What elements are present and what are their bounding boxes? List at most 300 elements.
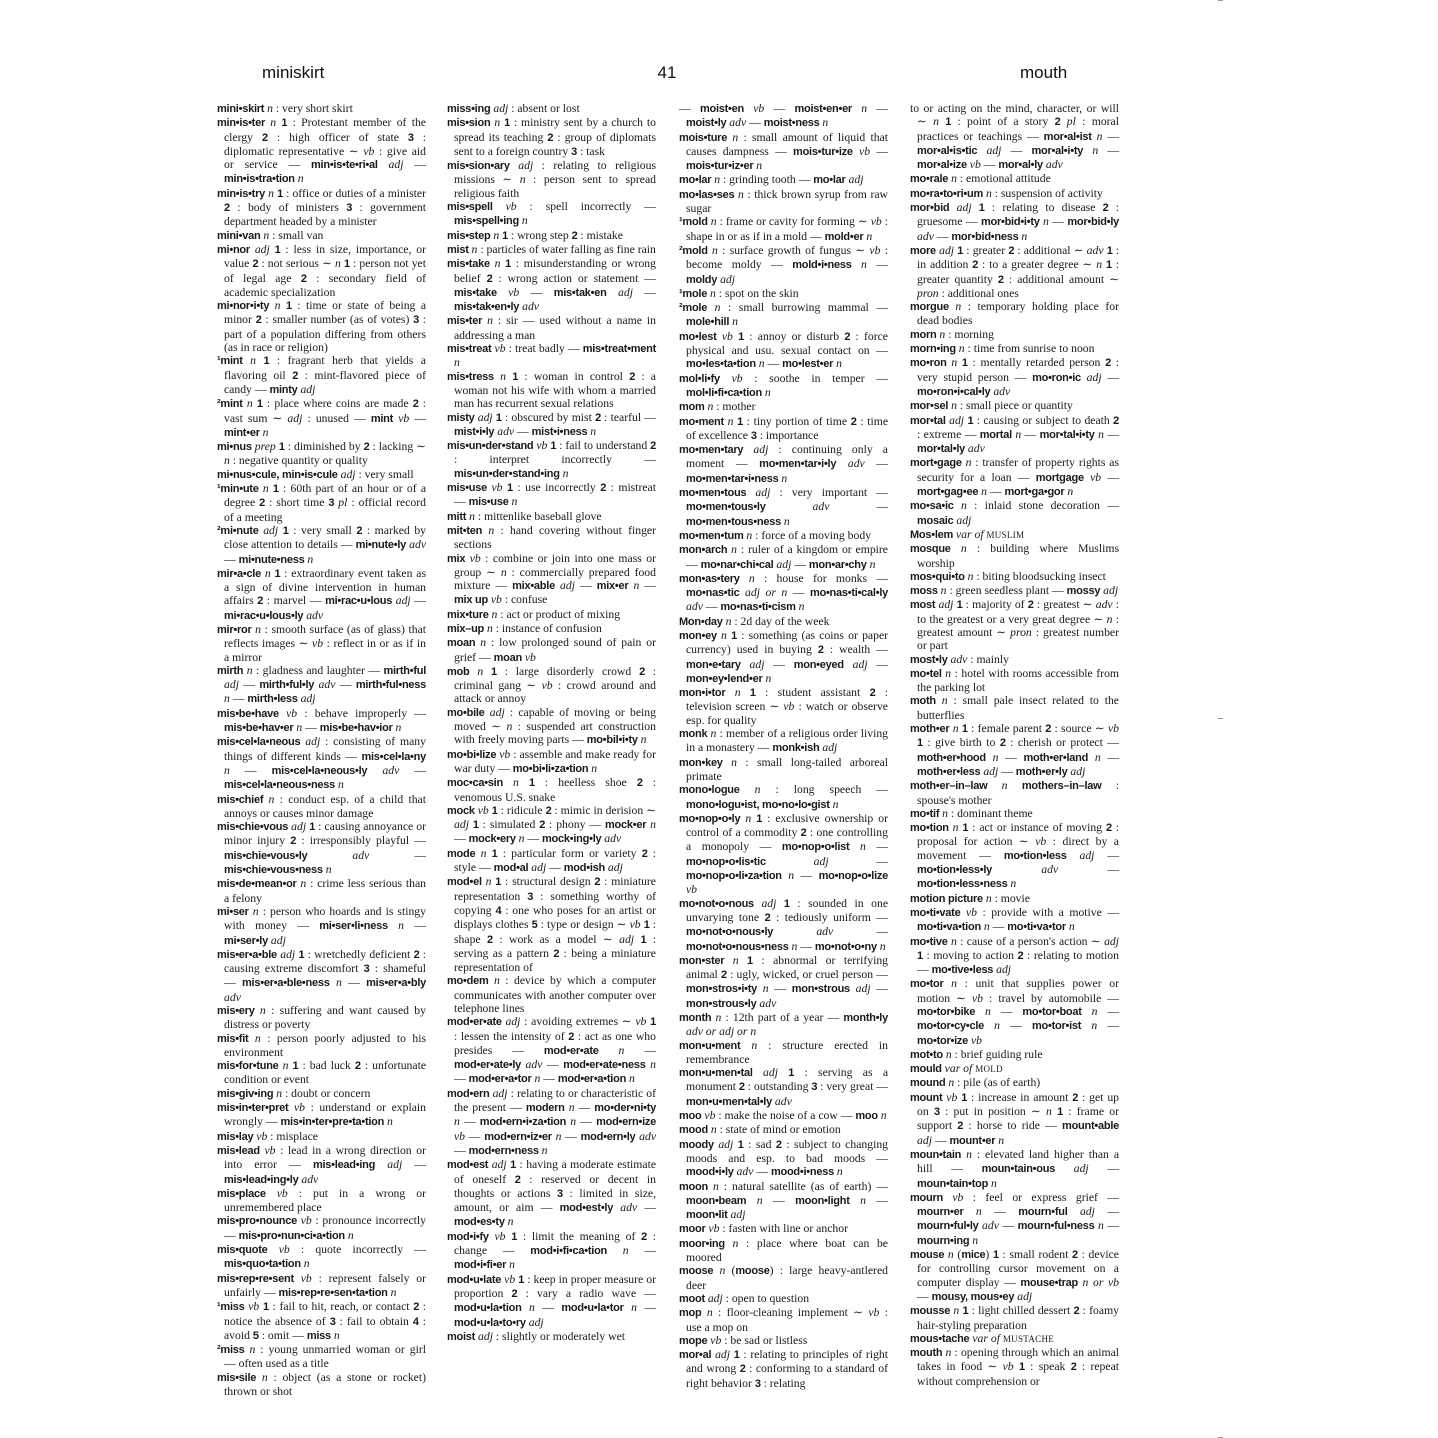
part-of-speech: n [798, 600, 805, 614]
dictionary-entry: mini•skirt n : very short skirt [217, 102, 353, 115]
headword: mod•est•ly [559, 1202, 614, 1215]
headword: mod•ern [447, 1087, 490, 1100]
sense-number: 1 [1106, 244, 1113, 257]
part-of-speech: n [307, 552, 314, 566]
dictionary-entry: mis•fit n : person poorly adjusted to his environment [217, 1031, 427, 1059]
dictionary-entry: mono•logue n : long speech — mono•logu•ist, mo•no•lo•gist n [679, 783, 889, 811]
headword: moot [679, 1292, 705, 1305]
sense-number: 1 [472, 819, 479, 832]
part-of-speech: n [485, 875, 492, 889]
part-of-speech: adj [305, 735, 321, 749]
headword: mope [679, 1334, 708, 1347]
headword: mo•ti•vate [910, 906, 961, 919]
dictionary-entry: mir•ror n : smooth surface (as of glass) that reflects images ∼ vb : reflect in or as if in a mirror [217, 622, 427, 664]
sense-number: 1 [511, 1230, 518, 1243]
dictionary-entry: mis•be•have vb : behave improperly — mis•be•hav•er n — mis•be•hav•ior n [217, 706, 426, 735]
headword: mo•der•ni•ty [594, 1102, 657, 1115]
part-of-speech: vb [536, 439, 548, 453]
headword: mis•er•a•bly [366, 977, 427, 990]
headword: mo•nas•ti•cism [720, 601, 796, 614]
dictionary-entry: mist n : particles of water falling as fine rain [447, 242, 656, 256]
dictionary-entry: mis•de•mean•or n : crime less serious than a felony [217, 877, 426, 905]
headword: mi•nute•ly [355, 539, 407, 552]
dictionary-entry: moot adj : open to question [679, 1291, 810, 1305]
part-of-speech: vb [264, 1143, 276, 1157]
sense-number: 1 [272, 483, 279, 496]
headword: mis•un•der•stand•ing [454, 467, 560, 480]
headword: moc•ca•sin [447, 777, 503, 790]
headword: mot•to [910, 1048, 943, 1061]
part-of-speech: adj [300, 692, 316, 706]
headword: mis•lay [217, 1130, 254, 1143]
dictionary-entry: ²mi•nute adj 1 : very small 2 : marked by close attention to details — mi•nute•ly adv — mi•nute•ness n [217, 523, 427, 566]
dictionary-entry: mis•giv•ing n : doubt or concern [217, 1086, 371, 1100]
headword: morn [910, 328, 937, 341]
sense-number: 1 [917, 737, 923, 750]
label: or [736, 1025, 748, 1039]
sense-number: 2 [290, 835, 297, 848]
dictionary-entry [910, 528, 1119, 542]
headword: moldy [686, 273, 718, 286]
headword: mo•tel [910, 667, 942, 680]
headword: mor•bid•i•ty [980, 216, 1040, 229]
headword: ²mint [217, 398, 243, 411]
headword: mock•er [604, 819, 647, 832]
headword: moor [679, 1223, 706, 1236]
headword: moon•light [795, 1194, 850, 1207]
sense-number: 1 [256, 398, 263, 411]
headword: mo•nop•o•lize [818, 870, 888, 883]
part-of-speech: adj [715, 1348, 730, 1362]
headword: mo•ra•to•ri•um [910, 187, 984, 200]
sense-number: 2 [844, 330, 851, 343]
headword: mod•es•ty [454, 1216, 505, 1229]
part-of-speech: pron [1010, 625, 1032, 639]
headword: mis•use [447, 482, 488, 495]
dictionary-entry: mor•sel n : small piece or quantity [910, 399, 1073, 413]
headword: mon•eyed [793, 658, 844, 671]
headword: moss [910, 585, 938, 598]
dictionary-entry: mo•tel n : hotel with rooms accessible from the parking lot [910, 666, 1119, 695]
headword: mis•pro•nounce [217, 1215, 297, 1228]
headword: mo•les•ta•tion [686, 358, 756, 371]
part-of-speech: n [1097, 1219, 1104, 1233]
headword: mor•al•ist [1043, 130, 1092, 143]
dictionary-entry: mo•lar n : grinding tooth — mo•lar adj [679, 173, 864, 187]
headword: mon•e•tary [686, 658, 741, 671]
headword: mod•al [493, 862, 529, 875]
dictionary-entry: mi•ser n : person who hoards and is stingy with money — mi•ser•li•ness n — mi•ser•ly adj [217, 904, 427, 947]
part-of-speech: adv [1086, 243, 1104, 257]
part-of-speech: adj [822, 741, 838, 755]
headword: moun•tain [910, 1148, 962, 1161]
sense-number: 1 [956, 599, 963, 612]
sense-number: 2 [738, 1081, 745, 1094]
headword: mosaic [917, 514, 954, 527]
headword: mirth•ful [383, 664, 427, 677]
headword: mi•nor [217, 243, 250, 256]
dictionary-entry: mount vb 1 : increase in amount 2 : get up on 3 : put in position ∼ n 1 : frame or support 2 : horse to ride — mount•able adj — mount•er n [910, 1090, 1120, 1147]
part-of-speech: adv [497, 424, 515, 438]
part-of-speech: adv [993, 384, 1011, 398]
sense-number: 2 [1073, 1305, 1080, 1318]
part-of-speech: adj [852, 657, 868, 671]
sense-number: 1 [961, 357, 968, 370]
dictionary-entry: more adj 1 : greater 2 : additional ∼ adv 1 : in addition 2 : to a greater degree ∼ n 1 : greater quantity 2 : additional amount ∼ pron : additional ones [910, 243, 1120, 300]
part-of-speech: n [940, 584, 947, 598]
part-of-speech: vb [965, 905, 977, 919]
sense-number: 1 [505, 258, 512, 271]
headword: mix•er [596, 580, 629, 593]
part-of-speech: adj [387, 1158, 403, 1172]
dictionary-entry: mis•use vb 1 : use incorrectly 2 : mistreat — mis•use n [447, 481, 656, 509]
headword: modern [525, 1102, 565, 1115]
dictionary-entry: mope vb : be sad or listless [679, 1333, 808, 1347]
sense-number: 3 [571, 145, 578, 158]
part-of-speech: n [758, 357, 765, 371]
headword: mo•bi•li•za•tion [512, 762, 589, 775]
part-of-speech: adj [1103, 584, 1119, 598]
part-of-speech: vb [293, 1101, 306, 1115]
dictionary-entry: mob n 1 : large disorderly crowd 2 : criminal gang ∼ vb : crowd around and attack or annoy [447, 664, 657, 706]
dictionary-entry: mis•sion n 1 : ministry sent by a church to spread its teaching 2 : group of diplomats sent to a foreign country 3 : task [447, 116, 657, 158]
sense-number: 2 [1017, 949, 1024, 962]
headword: moth•er•less [917, 765, 981, 778]
headword: mood•i•ness [770, 1166, 834, 1179]
sense-number: 5 [252, 1329, 259, 1342]
part-of-speech: adj [1070, 764, 1086, 778]
headword: mo•men•tum [679, 529, 744, 542]
headword: Mon•day [679, 615, 723, 628]
dictionary-entry: most•ly adv : mainly [910, 652, 1009, 666]
headword: mo•tor•ist [1031, 1020, 1082, 1033]
cross-reference: MOLD [975, 1064, 1003, 1075]
sense-number: 1 [737, 415, 743, 428]
dictionary-entry: mon•ster n 1 : abnormal or terrifying animal 2 : ugly, wicked, or cruel person — mon•stros•i•ty n — mon•strous adj — mon•strous•ly adv [679, 953, 889, 1010]
sense-number: 1 [731, 629, 737, 642]
part-of-speech: n [1010, 877, 1017, 891]
headword: moody [679, 1138, 714, 1151]
sense-number: 3 [933, 1106, 940, 1119]
part-of-speech: n [509, 1258, 515, 1272]
headword: mom [679, 401, 705, 414]
part-of-speech: adj [720, 272, 736, 286]
dictionary-entry: mod•u•late vb 1 : keep in proper measure or proportion 2 : vary a radio wave — mod•u•la•tion n — mod•u•la•tor n — mod•u•la•to•ry adj [447, 1272, 657, 1329]
guide-word-first: miniskirt [262, 63, 325, 82]
headword: month [679, 1012, 712, 1024]
dictionary-entry: mo•ron n 1 : mentally retarded person 2 : very stupid person — mo•ron•ic adj — mo•ron•i•cal•ly adv [910, 356, 1120, 398]
dictionary-entry: mod•er•ate adj : avoiding extremes ∼ vb 1 : lessen the intensity of 2 : act as one who presides — mod•er•ate n — mod•er•ate•ly adv — mod•er•ate•ness n — mod•er•a•tor n — mod•er•a•tion n [447, 1015, 657, 1086]
dictionary-entry: mir•a•cle n 1 : extraordinary event taken as a sign of divine intervention in human affairs 2 : marvel — mi•rac•u•lous adj — mi•rac•u•lous•ly adv [217, 566, 427, 622]
dictionary-entry: mis•quote vb : quote incorrectly — mis•quo•ta•tion n [217, 1243, 426, 1271]
headword: mix•ture [447, 608, 489, 621]
headword: mor•bid [910, 202, 950, 215]
part-of-speech: vb [278, 1243, 290, 1257]
dictionary-entry: mon•u•ment n : structure erected in remembrance [679, 1038, 888, 1066]
part-of-speech: n [261, 1370, 268, 1384]
headword: mis•tak•en [553, 286, 607, 299]
part-of-speech: vb [300, 1214, 312, 1228]
headword: mould [910, 1063, 942, 1076]
part-of-speech: n [965, 456, 972, 470]
headword: mi•nute•ness [238, 553, 305, 566]
dictionary-entry: mis•ery n : suffering and want caused by distress or poverty [217, 1004, 426, 1032]
part-of-speech: adj [956, 201, 972, 215]
part-of-speech: vb [870, 215, 882, 229]
headword: mon•u•men•tal•ly [686, 1095, 772, 1108]
dictionary-entry: mo•not•o•nous adj 1 : sounded in one unvarying tone 2 : tediously uniform — mo•not•o•nous•ly adv — mo•not•o•nous•ness n — mo•not•o•ny n [679, 896, 889, 953]
part-of-speech: n [710, 215, 717, 229]
part-of-speech: adv [306, 608, 324, 622]
headword: most [910, 599, 936, 612]
part-of-speech: vb [969, 158, 981, 172]
part-of-speech: adj [560, 579, 575, 593]
part-of-speech: vb [635, 1015, 647, 1029]
headword: mo•bi•lize [447, 748, 497, 761]
part-of-speech: vb [721, 329, 733, 343]
part-of-speech: n [725, 614, 732, 628]
part-of-speech: n [975, 1205, 982, 1219]
headword: mortal [979, 428, 1012, 441]
sense-number: 1 [961, 1091, 968, 1104]
headword: mo•bile [447, 706, 485, 719]
dictionary-entry: mo•tive n : cause of a person's action ∼ adj 1 : moving to action 2 : relating to motion — mo•tive•less adj [910, 934, 1119, 977]
headword: mis•rep•re•sen•ta•tion [278, 1286, 388, 1299]
part-of-speech: vb [1107, 1275, 1120, 1289]
part-of-speech: n [335, 257, 341, 271]
part-of-speech: n [836, 357, 842, 371]
dictionary-entry: moth•er–in–law n mothers–in–law : spouse's mother [910, 779, 1119, 807]
guide-word-last: mouth [1020, 63, 1068, 82]
part-of-speech: prep [254, 440, 276, 454]
headword: mis•treat•ment [582, 343, 656, 356]
headword: mo•men•tous [679, 487, 747, 500]
headword: mis•in•ter•pre•ta•tion [280, 1116, 385, 1129]
dictionary-entry: Mon•day n : 2d day of the week [679, 614, 830, 628]
part-of-speech: vb [469, 551, 481, 565]
part-of-speech: n [948, 1076, 955, 1090]
part-of-speech: adj [1079, 1205, 1095, 1219]
dictionary-entry: mis•lead vb : lead in a wrong direction or into error — mis•lead•ing adj — mis•lead•ing•ly adv [217, 1143, 426, 1186]
dictionary-entry: mor•al adj 1 : relating to principles of right and wrong 2 : conforming to a standard of right behavior 3 : relating [679, 1348, 889, 1390]
part-of-speech: vb [286, 706, 298, 720]
part-of-speech: vb [1035, 835, 1047, 849]
part-of-speech: vb [1108, 722, 1120, 736]
part-of-speech: adj [505, 1015, 521, 1029]
part-of-speech: adv [816, 925, 834, 939]
headword: mod•u•la•tion [454, 1302, 522, 1315]
part-of-speech: n [869, 557, 876, 571]
part-of-speech: vb [499, 747, 511, 761]
part-of-speech: vb [541, 679, 553, 693]
headword: mis•sion [447, 117, 491, 130]
dictionary-entry: ¹mole n : spot on the skin [679, 286, 799, 300]
headword: monk [679, 728, 708, 741]
sense-number: 1 [285, 300, 292, 313]
sense-number: 1 [491, 847, 498, 860]
headword: mo•not•o•nous•ness [686, 940, 789, 953]
part-of-speech: n [506, 720, 513, 734]
sense-number: 2 [252, 258, 259, 271]
headword: mon•ey [679, 629, 717, 642]
part-of-speech: n [555, 1129, 562, 1143]
headword: mint•er [224, 426, 260, 439]
sense-number: 2 [1113, 414, 1120, 427]
part-of-speech: n [942, 806, 948, 820]
headword: mi•rac•u•lous•ly [224, 609, 304, 622]
part-of-speech: n [254, 1031, 261, 1045]
label: or [705, 1025, 717, 1039]
part-of-speech: vb [477, 803, 489, 817]
part-of-speech: n [960, 499, 967, 513]
headword: mis•use [468, 496, 509, 509]
part-of-speech: n [454, 356, 460, 370]
headword: mo•tive [910, 935, 948, 948]
headword: mous•tache [910, 1332, 970, 1345]
sense-number: 2 [800, 827, 807, 840]
part-of-speech: vb [708, 1222, 720, 1236]
part-of-speech: adj [730, 1208, 746, 1222]
headword: moan [447, 637, 476, 650]
headword: mi•ser [217, 905, 249, 918]
sense-number: 1 [512, 370, 519, 383]
part-of-speech: n [721, 628, 727, 642]
part-of-speech: vb [629, 918, 641, 932]
part-of-speech: n [494, 257, 501, 271]
headword: moo [679, 1110, 702, 1123]
headword: mois•ture [679, 131, 728, 144]
headword: mis•place [217, 1187, 266, 1200]
headword: moist•en [699, 103, 744, 115]
headword: mod•ern•iz•er [484, 1130, 552, 1143]
dictionary-entry: mis•chie•vous adj 1 : causing annoyance or minor injury 2 : irresponsibly playful — mis•chie•vous•ly adv — mis•chie•vous•ness n [217, 820, 427, 877]
sense-number: 2 [257, 595, 264, 608]
part-of-speech: n [951, 172, 957, 186]
headword: Mos•lem [910, 528, 954, 541]
headword: mor•bid•ness [951, 230, 1019, 243]
headword: mo•not•o•ny [814, 940, 877, 953]
part-of-speech: vb [494, 1229, 506, 1243]
column-3 [679, 102, 888, 1391]
part-of-speech: n [712, 243, 718, 257]
sense-number: 1 [643, 919, 650, 932]
part-of-speech: n [628, 1072, 635, 1086]
headword: mis•chie•vous [217, 821, 289, 834]
part-of-speech: n [650, 818, 657, 832]
part-of-speech: n [748, 571, 755, 585]
part-of-speech: adj [270, 933, 286, 947]
sense-number: 3 [750, 429, 757, 442]
sense-number: 2 [957, 1120, 964, 1133]
dictionary-entry: mo•men•tum n : force of a moving body [679, 528, 872, 542]
headword: mon•ey•lend•er [686, 672, 763, 685]
dictionary-entry: mom n : mother [679, 400, 756, 414]
headword: mock•ing•ly [542, 833, 602, 846]
headword: mor•al•is•tic [917, 144, 978, 157]
part-of-speech: n [488, 523, 495, 537]
headword: mod•ish [563, 862, 605, 875]
dictionary-entry: morn n : morning [910, 327, 994, 341]
headword: mo•tor•cy•cle [917, 1020, 984, 1033]
headword: mourn•ing [917, 1234, 970, 1247]
dictionary-entry: to or acting on the mind, character, or will ∼ n 1 : point of a story 2 pl : moral practices or teachings — mor•al•ist n — mor•al•is•tic adj — mor•al•i•ty n — mor•al•ize vb — mor•al•ly adv [910, 102, 1120, 172]
sense-number: 2 [487, 933, 493, 946]
part-of-speech: adj [492, 1086, 508, 1100]
headword: motion picture [910, 892, 983, 905]
part-of-speech: n [750, 1025, 757, 1039]
part-of-speech: n [268, 792, 275, 806]
headword: mood•i•ly [686, 1166, 734, 1179]
part-of-speech: n [325, 863, 332, 877]
part-of-speech: n [246, 397, 253, 411]
headword: mis•de•mean•or [217, 878, 297, 891]
part-of-speech: n [734, 686, 741, 700]
part-of-speech: n [268, 186, 274, 200]
headword: mir•a•cle [217, 567, 261, 580]
dictionary-entry: mis•sile n : object (as a stone or rocket) thrown or shot [217, 1370, 426, 1399]
sense-number: 1 [518, 1273, 525, 1286]
part-of-speech: vb [971, 991, 984, 1005]
part-of-speech: n [1091, 1019, 1098, 1033]
part-of-speech: n [945, 1047, 952, 1061]
headword: mirth•less [247, 693, 298, 706]
headword: most•ly [910, 653, 948, 666]
dictionary-entry: mis•ter n : sir — used without a name in addressing a man [447, 314, 656, 342]
part-of-speech: n [224, 763, 230, 777]
part-of-speech: n [250, 354, 256, 368]
dictionary-entry: mound n : pile (as of earth) [910, 1076, 1041, 1090]
dictionary-entry: mo•sa•ic n : inlaid stone decoration — mosaic adj [910, 499, 1120, 527]
part-of-speech: n [706, 1306, 713, 1320]
part-of-speech: n [955, 300, 962, 314]
sense-number: 2 [514, 1173, 521, 1186]
headword: mist•i•ly [454, 425, 495, 438]
part-of-speech: n [469, 509, 475, 523]
part-of-speech: n [500, 369, 506, 383]
headword: mi•ser•ly [224, 934, 268, 947]
dictionary-entry: mix vb : combine or join into one mass or group ∼ n : commercially prepared food mixture — mix•able adj — mix•er n — mix up vb : confuse [447, 551, 657, 607]
label: var of [972, 1331, 1000, 1345]
part-of-speech: vb [731, 371, 743, 385]
part-of-speech: vb [504, 1272, 516, 1286]
part-of-speech: pl [1066, 115, 1076, 129]
sense-number: 2 [972, 259, 979, 272]
dictionary-entry: mix•ture n : act or product of mixing [447, 607, 621, 621]
headword: ²mi•nute [217, 524, 259, 537]
dictionary-entry: mouse n (mice) 1 : small rodent 2 : device for controlling cursor movement on a computer display — mouse•trap n or vb — mousy, mous•ey adj [910, 1248, 1120, 1303]
headword: mod•er•ate [543, 1044, 599, 1057]
headword: mis•chie•vous•ly [224, 849, 308, 862]
part-of-speech: adv [382, 763, 400, 777]
part-of-speech: adv [409, 538, 427, 552]
part-of-speech: n [1091, 1005, 1098, 1018]
part-of-speech: n [860, 1193, 866, 1207]
dictionary-entry: mo•lest vb 1 : annoy or disturb 2 : force physical and usu. sexual contact on — mo•les•ta•tion n — mo•lest•er n [679, 329, 888, 371]
dictionary-entry: mis•un•der•stand vb 1 : fail to understand 2 : interpret incorrectly — mis•un•der•stand•ing n [447, 439, 657, 480]
headword: mirth [217, 664, 244, 677]
part-of-speech: adj [395, 594, 411, 608]
dictionary-entry: mis•chief n : conduct esp. of a child that annoys or causes minor damage [217, 792, 426, 820]
part-of-speech: n [983, 920, 990, 934]
dictionary-entry: mitt n : mittenlike baseball glove [447, 509, 602, 523]
headword: mis•cel•la•ny [361, 750, 426, 763]
sense-number: 2 [817, 644, 824, 657]
part-of-speech: n [618, 1043, 625, 1057]
headword: mo•nop•o•li•za•tion [686, 870, 782, 883]
headword: mo•lar [679, 174, 712, 187]
part-of-speech: n [756, 1193, 763, 1207]
part-of-speech: n [960, 542, 967, 556]
